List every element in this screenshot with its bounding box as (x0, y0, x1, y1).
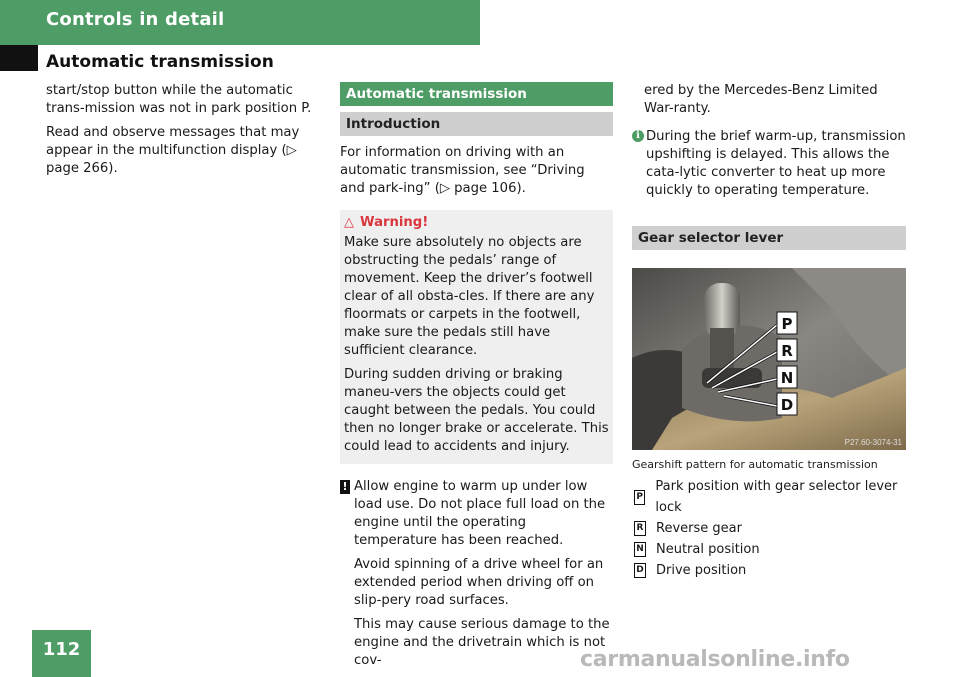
chapter-title: Controls in detail (46, 9, 225, 30)
legend-item (632, 560, 912, 581)
subsection-heading-introduction: Introduction (340, 112, 613, 136)
legend-label: Park position with gear selector lever lock (655, 479, 898, 515)
legend-label: Drive position (656, 563, 747, 578)
paragraph-start-stop: start/stop button while the automatic trans-mission was not in park position P. (46, 83, 312, 116)
column-right (632, 82, 906, 250)
note-paragraph-2: Avoid spinning of a drive wheel for an extended period when driving off on slip-pery road surfaces. (354, 557, 604, 608)
gear-selector-illustration (632, 268, 906, 450)
note-paragraph-1: Allow engine to warm up under low load use. Do not place full load on the engine until the operating temperature has been reached. (354, 479, 606, 548)
warning-triangle-icon: △ (344, 215, 354, 230)
legend-key-n: N (634, 542, 646, 557)
warning-title: Warning! (360, 215, 429, 230)
legend-item (632, 518, 912, 539)
note-block (340, 478, 613, 670)
photo-credit: P27.60-3074-31 (844, 438, 902, 447)
section-heading-gear-selector: Gear selector lever (632, 226, 906, 250)
gear-legend (632, 476, 912, 581)
exclamation-icon: ! (340, 480, 350, 494)
legend-label: Reverse gear (656, 521, 742, 536)
photo-label-d: D (780, 396, 794, 414)
note-paragraph-3: This may cause serious damage to the engine and the drivetrain which is not cov- (354, 617, 610, 668)
info-block (632, 128, 906, 200)
warning-box (340, 210, 613, 464)
warning-paragraph-1: Make sure absolutely no objects are obstructing the pedals’ range of movement. Keep the driver’s footwell clear of all obsta-cles. If there are any floormats or carpets in the footwell, make sure the pedals still have sufficient clearance. (344, 235, 595, 358)
info-paragraph: During the brief warm-up, transmission upshifting is delayed. This allows the cata-lytic converter to heat up more quickly to operating temperature. (646, 129, 906, 198)
legend-label: Neutral position (656, 542, 760, 557)
paragraph-warranty-continued: ered by the Mercedes-Benz Limited War-ranty. (644, 83, 878, 116)
watermark: carmanualsonline.info (580, 647, 850, 672)
legend-item (632, 539, 912, 560)
section-title: Automatic transmission (46, 52, 274, 72)
page-number: 112 (42, 639, 81, 660)
photo-caption: Gearshift pattern for automatic transmission (632, 458, 878, 471)
paragraph-intro: For information on driving with an automatic transmission, see “Driving and park-ing” (▷ page 106). (340, 145, 585, 196)
section-tab-marker (0, 45, 38, 71)
photo-label-n: N (780, 369, 794, 387)
gear-selector-photo (632, 268, 906, 450)
photo-label-r: R (781, 342, 793, 360)
warning-paragraph-2: During sudden driving or braking maneu-vers the objects could get caught between the pedals. You could then no longer brake or accelerate. This could lead to accidents and injury. (344, 367, 609, 454)
legend-item (632, 476, 912, 518)
legend-key-d: D (634, 563, 646, 578)
warning-heading (344, 214, 609, 232)
column-middle (340, 82, 613, 676)
section-heading-automatic-transmission: Automatic transmission (340, 82, 613, 106)
paragraph-messages: Read and observe messages that may appear in the multifunction display (▷ page 266). (46, 125, 300, 176)
photo-label-p: P (781, 315, 793, 333)
legend-key-r: R (634, 521, 646, 536)
info-icon: i (632, 130, 644, 142)
column-left (46, 82, 324, 184)
legend-key-p: P (634, 490, 645, 505)
